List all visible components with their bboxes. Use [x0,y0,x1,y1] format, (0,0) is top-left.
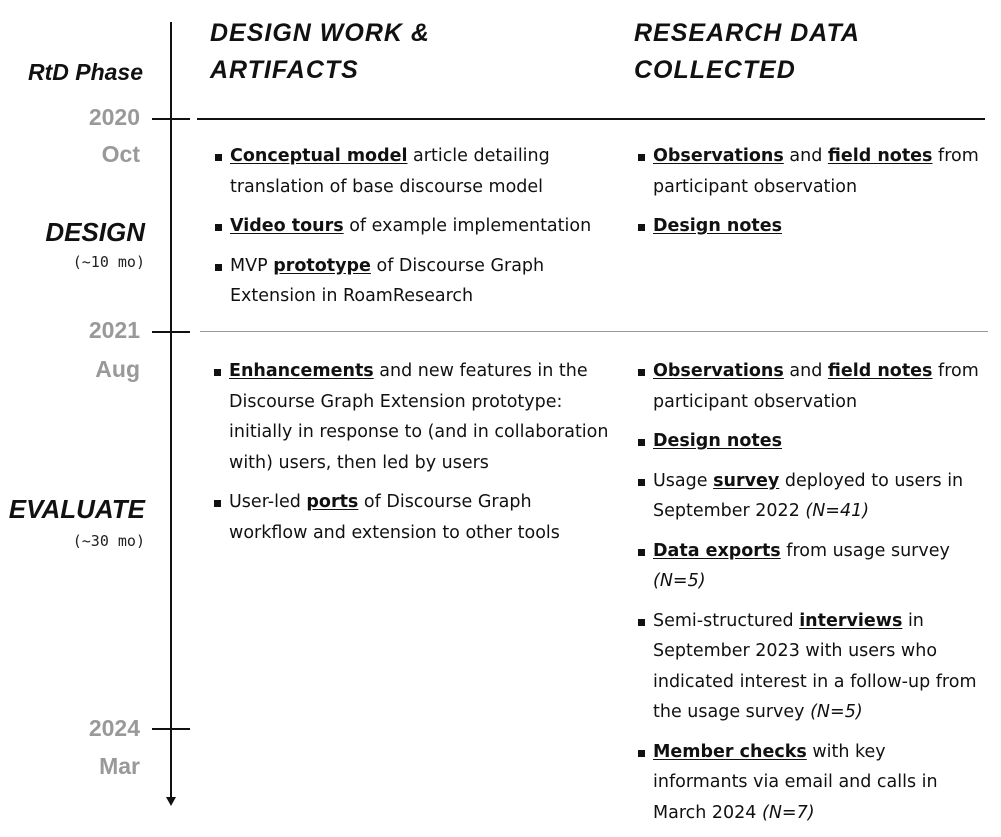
item-text: of Discourse Graph workflow and extension to other tools [229,492,560,543]
list-item [637,356,982,417]
phase-design: DESIGN [45,217,145,247]
list-item [637,606,982,728]
list-item [637,737,982,829]
list-item [214,141,594,202]
item-text: and [783,361,828,381]
list-item [637,536,982,597]
date-start-month: Oct [101,141,140,167]
item-text: from usage survey [780,540,950,561]
research-data-header-line-2: COLLECTED [634,56,796,84]
phase-evaluate-duration: (~30 mo) [72,532,145,550]
design-work-header [210,15,430,89]
list-item [213,487,613,548]
item-text: deployed to users in September 2022 [653,470,964,521]
phase-evaluate: EVALUATE [8,494,145,524]
item-text: User-led [229,492,307,512]
keyword: field notes [827,146,933,166]
research-data-header [634,15,860,89]
item-text: from participant observation [653,146,979,197]
date-middle-year: 2021 [88,317,140,343]
item-text: and [783,146,828,166]
keyword: prototype [273,255,371,276]
list-item [214,211,594,242]
date-end-month: Mar [99,753,140,779]
keyword: Design notes [653,216,783,236]
item-text: MVP [230,255,274,276]
tick-2020 [152,118,190,120]
phase-divider [200,331,988,332]
evaluate-artifacts-list [213,356,613,557]
list-item [637,141,982,202]
tick-2024 [152,728,190,730]
date-start-year: 2020 [88,104,140,130]
date-end-year: 2024 [88,715,140,741]
date-middle-month: Aug [95,356,140,382]
item-text: from participant observation [653,361,979,412]
keyword: survey [713,470,780,491]
list-item [637,426,982,457]
keyword: field notes [827,361,933,381]
list-item [213,356,613,478]
item-text: in September 2023 with users who indicated interest in a follow-up from the usage survey [653,610,977,722]
sample-size: (N=41) [805,501,870,521]
item-text: article detailing translation of base discourse model [230,146,550,197]
keyword: Data exports [653,540,781,561]
research-data-header-line-1: RESEARCH DATA [634,19,860,47]
tick-2021 [152,331,190,333]
keyword: ports [306,492,359,512]
keyword: Conceptual model [230,146,408,166]
list-item [637,211,982,242]
timeline-axis [170,22,172,797]
keyword: Observations [653,361,784,381]
design-work-header-line-2: ARTIFACTS [210,56,359,84]
item-text: and new features in the Discourse Graph Extension prototype: initially in response to (and in collaboration with) users, then led by users [229,361,609,473]
sample-size: (N=5) [810,702,863,722]
header-divider [197,118,985,120]
item-text: with key informants via email and calls in March 2024 [653,741,938,823]
design-work-header-line-1: DESIGN WORK & [210,19,430,47]
item-text: Semi-structured [653,610,800,631]
sample-size: (N=7) [762,802,815,823]
keyword: Video tours [230,216,344,236]
list-item [214,251,594,312]
keyword: Design notes [653,431,783,451]
phase-column-header: RtD Phase [27,59,143,85]
evaluate-data-list [637,356,982,837]
item-text: of example implementation [343,216,592,236]
item-text: of Discourse Graph Extension in RoamResearch [230,255,545,306]
keyword: interviews [799,610,903,631]
list-item [637,466,982,527]
keyword: Member checks [653,741,807,762]
sample-size: (N=5) [653,571,706,591]
design-artifacts-list [214,141,594,321]
design-data-list [637,141,982,251]
phase-design-duration: (~10 mo) [72,253,145,271]
keyword: Observations [653,146,784,166]
item-text: Usage [653,470,714,491]
keyword: Enhancements [229,361,374,381]
timeline-arrowhead [166,797,176,806]
